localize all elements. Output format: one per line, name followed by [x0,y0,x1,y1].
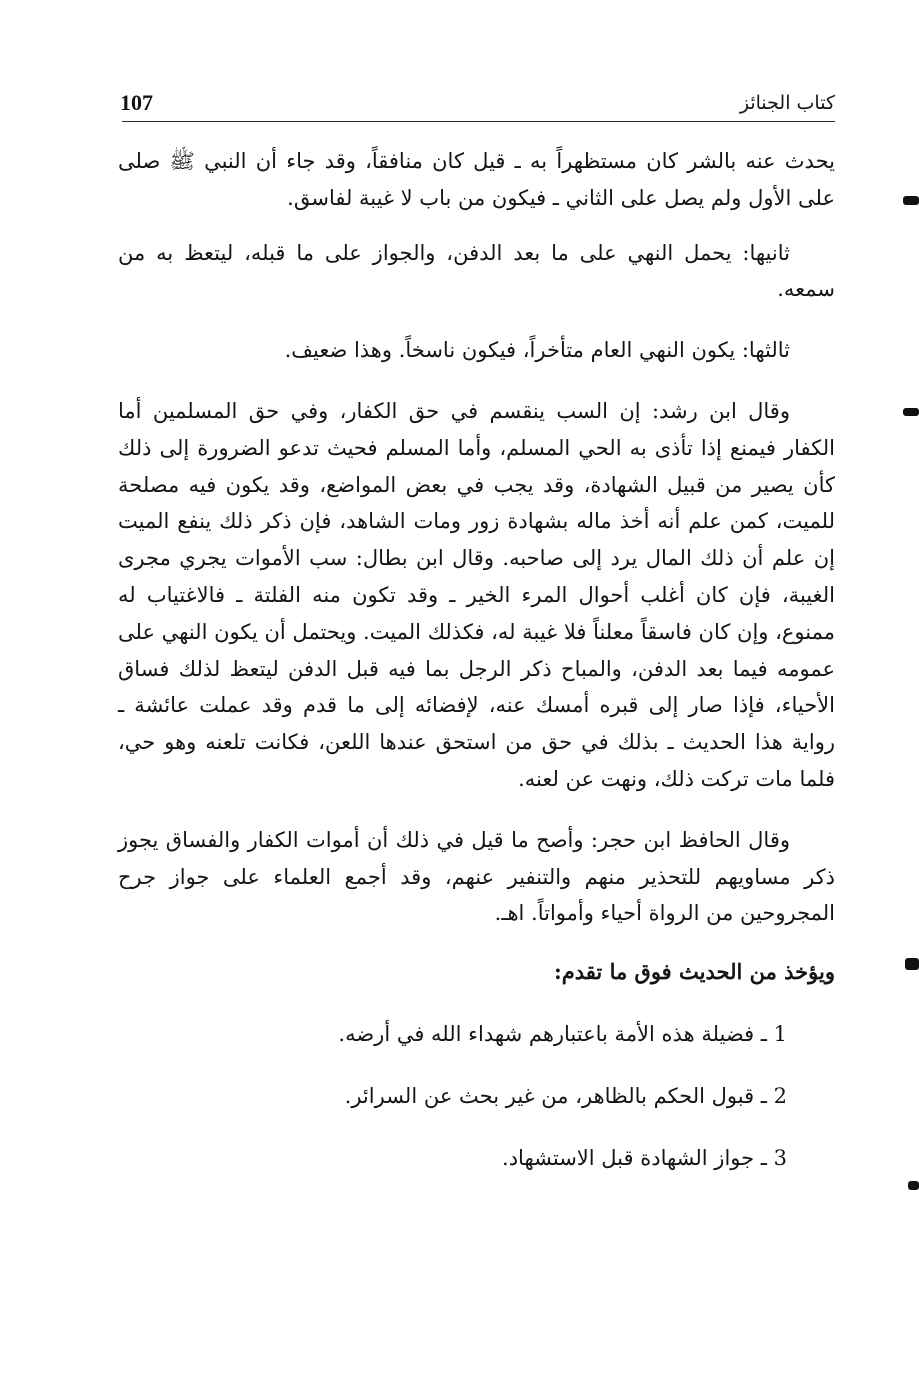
lesson-item: 1 ـ فضيلة هذه الأمة باعتبارهم شهداء الله في أرضه. [338,1021,787,1046]
paragraph-third-view: ثالثها: يكون النهي العام متأخراً، فيكون ناسخاً. وهذا ضعيف. [284,338,790,363]
paragraph-ibn-hajar: وقال الحافظ ابن حجر: وأصح ما قيل في ذلك أن أموات الكفار والفساق يجوز ذكر مساويهم للتحذير منهم والتنفير عنهم، وقد أجمع العلماء على جواز جرح المجروحين من الرواة أحياء وأمواتاً. اهـ. [118,827,835,926]
header-rule [122,121,835,122]
scan-edge-mark [905,958,919,970]
lessons-heading: ويؤخذ من الحديث فوق ما تقدم: [554,959,835,985]
scan-edge-mark [903,196,919,205]
paragraph-second-view: ثانيها: يحمل النهي على ما بعد الدفن، والجواز على ما قبله، ليتعظ به من سمعه. [118,240,835,302]
running-title: كتاب الجنائز [739,92,835,114]
lesson-item: 2 ـ قبول الحكم بالظاهر، من غير بحث عن السرائر. [344,1083,787,1108]
paragraph-continuation: يحدث عنه بالشر كان مستظهراً به ـ قيل كان منافقاً، وقد جاء أن النبي ﷺ صلى على الأول ولم يصل على الثاني ـ فيكون من باب لا غيبة لفاسق. [118,149,835,210]
page-body [118,143,835,1176]
lesson-item: 3 ـ جواز الشهادة قبل الاستشهاد. [502,1145,787,1170]
scan-edge-mark [903,408,919,416]
page-number: 107 [120,90,153,115]
page-header [120,82,835,122]
paragraph-ibn-rushd: وقال ابن رشد: إن السب ينقسم في حق الكفار، وفي حق المسلمين أما الكفار فيمنع إذا تأذى به الحي المسلم، وأما المسلم فحيث تدعو الضرورة إلى ذلك كأن يصير من قبيل الشهادة، وقد يجب في بعض المواضع، وقد يكون فيه مصلحة للميت، كمن علم أنه أخذ ماله بشهادة زور ومات الشاهد، فإن ذكر ذلك ينفع الميت إن علم أن ذلك المال يرد إلى صاحبه. وقال ابن بطال: سب الأموات يجري مجرى الغيبة، فإن كان أغلب أحوال المرء الخير ـ وقد تكون منه الفلتة ـ فالاغتياب له ممنوع، وإن كان فاسقاً معلناً فلا غيبة له، فكذلك الميت. ويحتمل أن يكون النهي على عمومه فيما بعد الدفن، والمباح ذكر الرجل بما فيه قبل الدفن ليتعظ لذلك فساق الأحياء، فإذا صار إلى قبره أمسك عنه، لإفضائه إلى ما قدم وقد عملت عائشة ـ رواية هذا الحديث ـ بذلك في حق من استحق عندها اللعن، فكانت تلعنه وهو حي، فلما مات تركت ذلك، ونهت عن لعنه. [118,398,835,791]
scan-edge-mark [908,1181,919,1190]
